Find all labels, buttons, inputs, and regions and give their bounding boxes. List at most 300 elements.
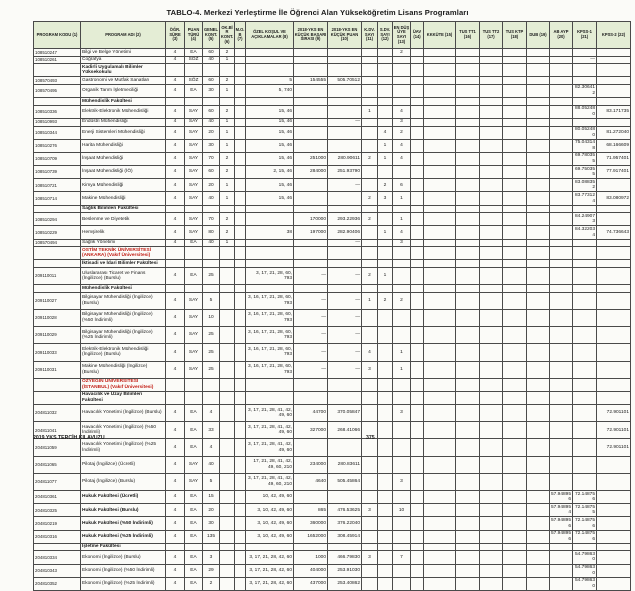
value-cell-c21 xyxy=(573,49,597,57)
value-cell-c10: 251.93790 xyxy=(328,166,362,179)
value-cell-c4: SAY xyxy=(185,309,203,326)
value-cell-c8: 3, 16, 17, 21, 28, 60, 793 xyxy=(246,292,294,309)
value-cell-c17 xyxy=(480,517,503,530)
column-header-2: PROGRAM ADI (2) xyxy=(81,22,166,49)
column-header-21: KPSS-1 (21) xyxy=(573,22,597,49)
value-cell-c15 xyxy=(424,361,456,378)
table-row xyxy=(34,118,631,126)
table-row xyxy=(34,551,631,564)
value-cell-c7 xyxy=(235,456,246,473)
value-cell-c11 xyxy=(362,391,378,404)
table-row xyxy=(34,344,631,361)
value-cell-c22 xyxy=(597,118,631,126)
value-cell-c8: 3, 17, 21, 28, 41, 42, 49, 60 xyxy=(246,405,294,422)
value-cell-c12 xyxy=(378,49,393,57)
value-cell-c5 xyxy=(203,391,220,404)
value-cell-c13 xyxy=(393,577,411,590)
value-cell-c4: SÖZ xyxy=(185,77,203,85)
table-row xyxy=(34,530,631,543)
value-cell-c6 xyxy=(220,268,235,285)
program-name-cell: Sağlık Bilimleri Fakültesi xyxy=(81,205,166,213)
table-row xyxy=(34,166,631,179)
program-code-cell: 204810316 xyxy=(34,530,81,543)
value-cell-c5: 15 xyxy=(203,491,220,504)
value-cell-c16 xyxy=(456,64,480,77)
value-cell-c4: EA xyxy=(185,239,203,247)
value-cell-c14 xyxy=(411,84,424,97)
value-cell-c22: 83.171735 xyxy=(597,105,631,118)
program-name-cell: Havacılık Yönetimi (İngilizce) (%25 İndirimli) xyxy=(81,439,166,456)
program-name-cell: İnşaat Mühendisliği (İÖ) xyxy=(81,166,166,179)
value-cell-c7 xyxy=(235,118,246,126)
value-cell-c17 xyxy=(480,192,503,205)
program-name-cell: Bilgisayar Mühendisliği (İngilizce) (Burslu) xyxy=(81,292,166,309)
value-cell-c6: 1 xyxy=(220,179,235,192)
value-cell-c20 xyxy=(550,405,573,422)
value-cell-c13 xyxy=(393,378,411,391)
value-cell-c9 xyxy=(294,98,328,106)
value-cell-c15 xyxy=(424,285,456,293)
value-cell-c16 xyxy=(456,439,480,456)
value-cell-c14 xyxy=(411,327,424,344)
value-cell-c16 xyxy=(456,344,480,361)
page-title: TABLO-4. Merkezi Yerleştirme İle Öğrenci Alan Yükseköğretim Lisans Programları xyxy=(166,8,469,17)
value-cell-c3: 4 xyxy=(166,49,185,57)
table-row xyxy=(34,152,631,165)
value-cell-c12 xyxy=(378,491,393,504)
value-cell-c20 xyxy=(550,56,573,64)
value-cell-c16 xyxy=(456,205,480,213)
program-name-cell: Havacılık Yönetimi (İngilizce) (Burslu) xyxy=(81,405,166,422)
value-cell-c21: 72.148755 xyxy=(573,504,597,517)
value-cell-c11 xyxy=(362,456,378,473)
value-cell-c5: 25 xyxy=(203,268,220,285)
value-cell-c9: 197000 xyxy=(294,226,328,239)
value-cell-c11 xyxy=(362,405,378,422)
program-code-cell xyxy=(34,98,81,106)
value-cell-c18 xyxy=(503,139,527,152)
value-cell-c18 xyxy=(503,226,527,239)
value-cell-c13 xyxy=(393,98,411,106)
value-cell-c14 xyxy=(411,422,424,439)
value-cell-c3: 4 xyxy=(166,361,185,378)
value-cell-c14 xyxy=(411,152,424,165)
value-cell-c19 xyxy=(527,64,550,77)
value-cell-c19 xyxy=(527,213,550,226)
table-row xyxy=(34,239,631,247)
value-cell-c19 xyxy=(527,543,550,551)
value-cell-c15 xyxy=(424,439,456,456)
value-cell-c11 xyxy=(362,84,378,97)
value-cell-c19 xyxy=(527,268,550,285)
value-cell-c9: 234000 xyxy=(294,456,328,473)
value-cell-c7 xyxy=(235,179,246,192)
value-cell-c12 xyxy=(378,77,393,85)
value-cell-c17 xyxy=(480,473,503,490)
value-cell-c4 xyxy=(185,64,203,77)
value-cell-c6: 2 xyxy=(220,77,235,85)
value-cell-c7 xyxy=(235,491,246,504)
value-cell-c5 xyxy=(203,247,220,260)
value-cell-c15 xyxy=(424,422,456,439)
program-code-cell: 108510336 xyxy=(34,105,81,118)
value-cell-c4 xyxy=(185,98,203,106)
value-cell-c16 xyxy=(456,268,480,285)
value-cell-c17 xyxy=(480,105,503,118)
value-cell-c15 xyxy=(424,292,456,309)
value-cell-c9 xyxy=(294,247,328,260)
value-cell-c4: SAY xyxy=(185,118,203,126)
value-cell-c10 xyxy=(328,285,362,293)
program-name-cell: Mühendislik Fakültesi xyxy=(81,98,166,106)
value-cell-c18 xyxy=(503,309,527,326)
column-header-18: TUS KTP (18) xyxy=(503,22,527,49)
value-cell-c12 xyxy=(378,84,393,97)
value-cell-c12 xyxy=(378,118,393,126)
value-cell-c12 xyxy=(378,405,393,422)
value-cell-c14 xyxy=(411,247,424,260)
program-code-cell: 209110027 xyxy=(34,292,81,309)
program-code-cell xyxy=(34,205,81,213)
value-cell-c18 xyxy=(503,247,527,260)
table-row xyxy=(34,422,631,439)
value-cell-c3 xyxy=(166,205,185,213)
value-cell-c20 xyxy=(550,378,573,391)
value-cell-c19 xyxy=(527,491,550,504)
value-cell-c7 xyxy=(235,285,246,293)
value-cell-c4: EA xyxy=(185,405,203,422)
value-cell-c9 xyxy=(294,205,328,213)
value-cell-c6 xyxy=(220,439,235,456)
value-cell-c18 xyxy=(503,268,527,285)
program-name-cell: Bilgi ve Belge Yönetimi xyxy=(81,49,166,57)
value-cell-c12 xyxy=(378,543,393,551)
value-cell-c12 xyxy=(378,456,393,473)
value-cell-c21 xyxy=(573,344,597,361)
value-cell-c5: 60 xyxy=(203,77,220,85)
value-cell-c9 xyxy=(294,105,328,118)
value-cell-c22 xyxy=(597,268,631,285)
program-name-cell: Kimya Mühendisliği xyxy=(81,179,166,192)
value-cell-c6 xyxy=(220,361,235,378)
value-cell-c16 xyxy=(456,105,480,118)
column-header-22: KPSS-2 (22) xyxy=(597,22,631,49)
value-cell-c19 xyxy=(527,378,550,391)
value-cell-c20 xyxy=(550,64,573,77)
value-cell-c10 xyxy=(328,260,362,268)
value-cell-c10 xyxy=(328,56,362,64)
value-cell-c5: 60 xyxy=(203,105,220,118)
value-cell-c11 xyxy=(362,491,378,504)
program-name-cell: Coğrafya xyxy=(81,56,166,64)
program-name-cell: İşletme Fakültesi xyxy=(81,543,166,551)
program-name-cell: Kadirli Uygulamalı Bilimler Yüksekokulu xyxy=(81,64,166,77)
value-cell-c5: 60 xyxy=(203,166,220,179)
value-cell-c17 xyxy=(480,344,503,361)
value-cell-c17 xyxy=(480,239,503,247)
table-row xyxy=(34,192,631,205)
value-cell-c3: 4 xyxy=(166,405,185,422)
value-cell-c13 xyxy=(393,247,411,260)
value-cell-c10: 308.45914 xyxy=(328,530,362,543)
value-cell-c11: 1 xyxy=(362,105,378,118)
value-cell-c12: 1 xyxy=(378,152,393,165)
value-cell-c9 xyxy=(294,439,328,456)
value-cell-c11 xyxy=(362,543,378,551)
value-cell-c7 xyxy=(235,226,246,239)
value-cell-c14 xyxy=(411,473,424,490)
value-cell-c10: — xyxy=(328,292,362,309)
program-name-cell: Pilotaj (İngilizce) (Ücretli) xyxy=(81,456,166,473)
value-cell-c12 xyxy=(378,551,393,564)
value-cell-c10 xyxy=(328,391,362,404)
value-cell-c10: 370.05847 xyxy=(328,405,362,422)
value-cell-c20 xyxy=(550,577,573,590)
value-cell-c17 xyxy=(480,327,503,344)
table-row xyxy=(34,49,631,57)
value-cell-c17 xyxy=(480,551,503,564)
value-cell-c22 xyxy=(597,577,631,590)
value-cell-c7 xyxy=(235,309,246,326)
value-cell-c4: EA xyxy=(185,84,203,97)
value-cell-c17 xyxy=(480,247,503,260)
value-cell-c10: — xyxy=(328,344,362,361)
table-row xyxy=(34,577,631,590)
program-name-cell: Sağlık Yönetimi xyxy=(81,239,166,247)
value-cell-c22 xyxy=(597,378,631,391)
value-cell-c4: EA xyxy=(185,49,203,57)
value-cell-c3: 4 xyxy=(166,517,185,530)
value-cell-c5 xyxy=(203,285,220,293)
value-cell-c6: 1 xyxy=(220,118,235,126)
value-cell-c9: 360000 xyxy=(294,517,328,530)
value-cell-c15 xyxy=(424,152,456,165)
value-cell-c20 xyxy=(550,166,573,179)
value-cell-c7 xyxy=(235,64,246,77)
table-row xyxy=(34,309,631,326)
value-cell-c6 xyxy=(220,309,235,326)
value-cell-c3: 4 xyxy=(166,152,185,165)
program-code-cell: 204811065 xyxy=(34,456,81,473)
value-cell-c13 xyxy=(393,439,411,456)
value-cell-c11 xyxy=(362,247,378,260)
value-cell-c10: — xyxy=(328,309,362,326)
value-cell-c13: 6 xyxy=(393,179,411,192)
value-cell-c5: 25 xyxy=(203,344,220,361)
value-cell-c15 xyxy=(424,551,456,564)
value-cell-c12 xyxy=(378,327,393,344)
value-cell-c6 xyxy=(220,543,235,551)
value-cell-c5 xyxy=(203,64,220,77)
value-cell-c5: 80 xyxy=(203,226,220,239)
value-cell-c13 xyxy=(393,260,411,268)
value-cell-c14 xyxy=(411,361,424,378)
value-cell-c21 xyxy=(573,456,597,473)
value-cell-c8: 3, 16, 17, 21, 28, 60, 793 xyxy=(246,327,294,344)
value-cell-c9: — xyxy=(294,327,328,344)
value-cell-c11 xyxy=(362,56,378,64)
value-cell-c11: 3 xyxy=(362,551,378,564)
value-cell-c12 xyxy=(378,439,393,456)
value-cell-c21 xyxy=(573,405,597,422)
value-cell-c18 xyxy=(503,378,527,391)
program-code-cell xyxy=(34,543,81,551)
value-cell-c7 xyxy=(235,292,246,309)
university-row xyxy=(34,247,631,260)
program-name-cell: Ekonomi (İngilizce) (%50 İndirimli) xyxy=(81,564,166,577)
value-cell-c6 xyxy=(220,378,235,391)
value-cell-c10: 376.22040 xyxy=(328,517,362,530)
value-cell-c17 xyxy=(480,504,503,517)
value-cell-c13 xyxy=(393,166,411,179)
value-cell-c22 xyxy=(597,327,631,344)
value-cell-c8 xyxy=(246,239,294,247)
program-code-cell: 108570493 xyxy=(34,77,81,85)
value-cell-c20 xyxy=(550,268,573,285)
value-cell-c15 xyxy=(424,64,456,77)
value-cell-c20 xyxy=(550,551,573,564)
value-cell-c10 xyxy=(328,64,362,77)
value-cell-c16 xyxy=(456,192,480,205)
value-cell-c13 xyxy=(393,491,411,504)
value-cell-c4: EA xyxy=(185,439,203,456)
value-cell-c15 xyxy=(424,344,456,361)
value-cell-c20 xyxy=(550,192,573,205)
table-row xyxy=(34,179,631,192)
value-cell-c10: 253.40862 xyxy=(328,577,362,590)
footer-guide-label: 2019 YKS TERCİH KILAVUZU xyxy=(33,435,105,441)
program-name-cell: ÖZYEĞİN ÜNİVERSİTESİ (İSTANBUL) (Vakıf Üniversitesi) xyxy=(81,378,166,391)
value-cell-c7 xyxy=(235,543,246,551)
value-cell-c6 xyxy=(220,517,235,530)
value-cell-c17 xyxy=(480,260,503,268)
value-cell-c6 xyxy=(220,473,235,490)
program-name-cell: Elektrik-Elektronik Mühendisliği xyxy=(81,105,166,118)
program-code-cell: 204810334 xyxy=(34,551,81,564)
program-name-cell: Elektrik-Elektronik Mühendisliği (İngilizce) (Burslu) xyxy=(81,344,166,361)
value-cell-c7 xyxy=(235,378,246,391)
value-cell-c9 xyxy=(294,64,328,77)
column-header-7: M.O.B (7) xyxy=(235,22,246,49)
value-cell-c12 xyxy=(378,530,393,543)
value-cell-c18 xyxy=(503,105,527,118)
value-cell-c14 xyxy=(411,391,424,404)
value-cell-c7 xyxy=(235,517,246,530)
value-cell-c11 xyxy=(362,530,378,543)
value-cell-c10: 466.79830 xyxy=(328,551,362,564)
value-cell-c20 xyxy=(550,456,573,473)
value-cell-c17 xyxy=(480,361,503,378)
program-name-cell: İktisadi ve İdari Bilimler Fakültesi xyxy=(81,260,166,268)
value-cell-c18 xyxy=(503,260,527,268)
value-cell-c14 xyxy=(411,98,424,106)
value-cell-c7 xyxy=(235,152,246,165)
value-cell-c5: 70 xyxy=(203,152,220,165)
value-cell-c8: 3, 16, 17, 21, 28, 60, 793 xyxy=(246,309,294,326)
value-cell-c18 xyxy=(503,504,527,517)
value-cell-c10 xyxy=(328,49,362,57)
value-cell-c12 xyxy=(378,247,393,260)
value-cell-c8: 15, 46 xyxy=(246,126,294,139)
value-cell-c6 xyxy=(220,247,235,260)
value-cell-c21: 54.798630 xyxy=(573,551,597,564)
value-cell-c21: 75.043148 xyxy=(573,139,597,152)
program-name-cell: Mühendislik Fakültesi xyxy=(81,285,166,293)
value-cell-c13 xyxy=(393,517,411,530)
value-cell-c16 xyxy=(456,260,480,268)
value-cell-c12 xyxy=(378,309,393,326)
value-cell-c8: 15, 46 xyxy=(246,105,294,118)
value-cell-c18 xyxy=(503,530,527,543)
value-cell-c21: 84.249073 xyxy=(573,213,597,226)
value-cell-c14 xyxy=(411,439,424,456)
value-cell-c13: 3 xyxy=(393,473,411,490)
value-cell-c11 xyxy=(362,327,378,344)
value-cell-c8: 3, 17, 21, 28, 41, 42, 49, 60 xyxy=(246,439,294,456)
value-cell-c18 xyxy=(503,77,527,85)
value-cell-c15 xyxy=(424,98,456,106)
program-name-cell: Harita Mühendisliği xyxy=(81,139,166,152)
value-cell-c19 xyxy=(527,391,550,404)
value-cell-c14 xyxy=(411,260,424,268)
value-cell-c13: 3 xyxy=(393,405,411,422)
value-cell-c14 xyxy=(411,64,424,77)
value-cell-c14 xyxy=(411,577,424,590)
value-cell-c14 xyxy=(411,309,424,326)
program-name-cell: OSTİM TEKNİK ÜNİVERSİTESİ (ANKARA) (Vakıf Üniversitesi) xyxy=(81,247,166,260)
value-cell-c22 xyxy=(597,564,631,577)
value-cell-c9: — xyxy=(294,361,328,378)
program-name-cell: Pilotaj (İngilizce) (Burslu) xyxy=(81,473,166,490)
value-cell-c12: 1 xyxy=(378,226,393,239)
value-cell-c18 xyxy=(503,84,527,97)
value-cell-c9 xyxy=(294,239,328,247)
value-cell-c9: 4640 xyxy=(294,473,328,490)
value-cell-c16 xyxy=(456,543,480,551)
value-cell-c3: 4 xyxy=(166,327,185,344)
value-cell-c14 xyxy=(411,285,424,293)
value-cell-c13: 7 xyxy=(393,551,411,564)
value-cell-c22 xyxy=(597,260,631,268)
value-cell-c19 xyxy=(527,56,550,64)
value-cell-c5: 5 xyxy=(203,292,220,309)
value-cell-c18 xyxy=(503,98,527,106)
value-cell-c12: 1 xyxy=(378,139,393,152)
value-cell-c7 xyxy=(235,105,246,118)
value-cell-c22 xyxy=(597,517,631,530)
value-cell-c20 xyxy=(550,84,573,97)
value-cell-c5: 40 xyxy=(203,456,220,473)
table-row xyxy=(34,139,631,152)
value-cell-c3: 4 xyxy=(166,126,185,139)
value-cell-c18 xyxy=(503,192,527,205)
value-cell-c20 xyxy=(550,439,573,456)
value-cell-c21: 72.148756 xyxy=(573,517,597,530)
value-cell-c21 xyxy=(573,543,597,551)
value-cell-c9: 1652000 xyxy=(294,530,328,543)
value-cell-c7 xyxy=(235,564,246,577)
value-cell-c22 xyxy=(597,239,631,247)
value-cell-c11: 1 xyxy=(362,292,378,309)
value-cell-c9 xyxy=(294,260,328,268)
value-cell-c11 xyxy=(362,577,378,590)
value-cell-c19 xyxy=(527,456,550,473)
value-cell-c9 xyxy=(294,491,328,504)
value-cell-c4: SAY xyxy=(185,126,203,139)
value-cell-c11 xyxy=(362,226,378,239)
value-cell-c4: SAY xyxy=(185,226,203,239)
value-cell-c6: 2 xyxy=(220,105,235,118)
